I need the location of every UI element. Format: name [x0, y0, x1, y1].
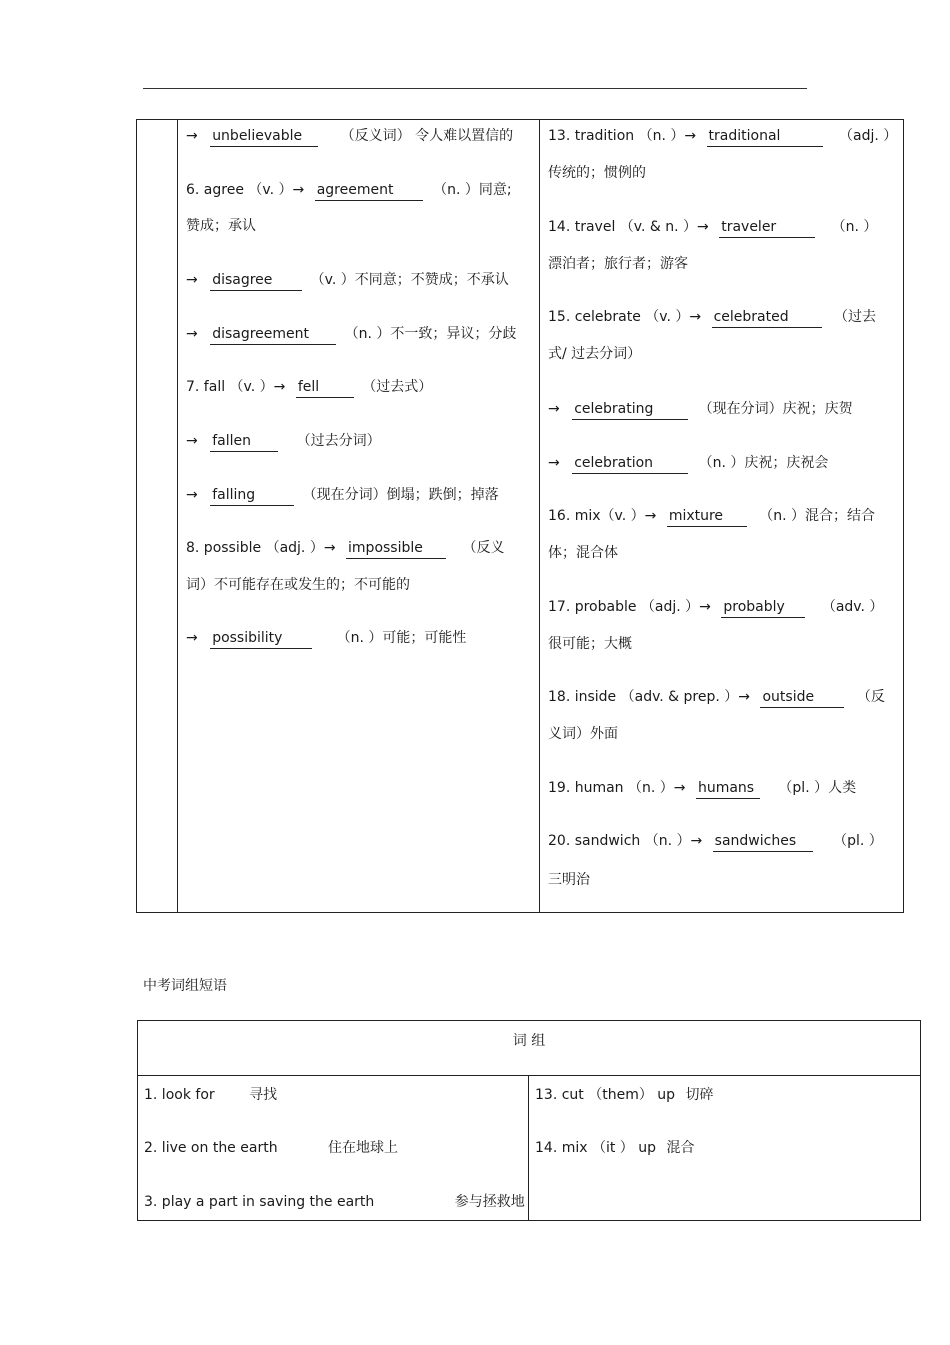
entry-line	[186, 485, 499, 505]
entry-prefix: 漂泊者；旅行者；游客	[548, 256, 688, 272]
entry-suffix: （n. ）可能；可能性	[336, 630, 467, 646]
entry-line	[548, 163, 646, 183]
answer-blank: unbelievable	[210, 127, 318, 147]
entry-line	[186, 270, 509, 290]
phrase-text: 3. play a part in saving the earth	[144, 1194, 375, 1210]
entry-suffix: （现在分词）庆祝；庆贺	[698, 401, 853, 417]
phrase-meaning: 混合	[666, 1140, 695, 1156]
entry-suffix: （adv. ）	[821, 599, 884, 615]
phrase-right-column	[529, 1076, 920, 1220]
entry-line	[548, 543, 618, 563]
answer-blank: possibility	[210, 629, 312, 649]
entry-suffix: （反义词） 令人难以置信的	[340, 128, 514, 144]
entry-line	[548, 506, 875, 526]
phrase-meaning: 寻找	[249, 1087, 278, 1103]
entry-prefix: →	[186, 272, 198, 288]
entry-line	[186, 324, 516, 344]
answer-blank: celebrated	[712, 308, 822, 328]
entry-prefix: 赞成；承认	[186, 218, 256, 234]
answer-blank: fell	[296, 378, 354, 398]
answer-blank: sandwiches	[713, 832, 813, 852]
entry-line	[548, 687, 885, 707]
entry-suffix: （过去式）	[362, 379, 433, 395]
answer-blank: traveler	[719, 218, 815, 238]
entry-prefix: →	[186, 128, 198, 144]
answer-blank: mixture	[667, 507, 747, 527]
entry-line	[186, 575, 410, 595]
phrase-text: 1. look for	[144, 1087, 215, 1103]
entry-prefix: 8. possible （adj. ）→	[186, 540, 336, 556]
entry-line	[548, 724, 618, 744]
answer-blank: fallen	[210, 432, 278, 452]
answer-blank: impossible	[346, 539, 446, 559]
entry-suffix: （现在分词）倒塌；跌倒；掉落	[302, 487, 499, 503]
table-left-column	[178, 120, 540, 912]
entry-suffix: （n. ）庆祝；庆祝会	[698, 455, 829, 471]
phrase-text: 13. cut （them） up	[535, 1087, 676, 1103]
entry-suffix: （反义	[462, 540, 505, 556]
table-index-column	[137, 120, 178, 912]
entry-suffix: （过去分词）	[296, 433, 381, 449]
entry-line	[186, 216, 256, 236]
entry-suffix: （pl. ）人类	[778, 780, 857, 796]
entry-prefix: →	[186, 326, 198, 342]
entry-prefix: 三明治	[548, 872, 590, 888]
entry-prefix: 15. celebrate （v. ）→	[548, 309, 702, 325]
entry-line	[548, 399, 853, 419]
answer-blank: traditional	[707, 127, 823, 147]
phrase-row	[144, 1085, 277, 1105]
entry-line	[548, 254, 688, 274]
entry-line	[186, 431, 381, 451]
answer-blank: agreement	[315, 181, 423, 201]
entry-prefix: 义词）外面	[548, 726, 618, 742]
entry-prefix: 17. probable （adj. ）→	[548, 599, 711, 615]
entry-prefix: →	[186, 487, 198, 503]
entry-prefix: 16. mix（v. ）→	[548, 508, 657, 524]
phrase-meaning: 参与拯救地	[454, 1194, 525, 1210]
entry-line	[548, 307, 876, 327]
answer-blank: disagree	[210, 271, 302, 291]
entry-suffix: （反	[856, 689, 885, 705]
entry-line	[186, 377, 432, 397]
entry-prefix: 体；混合体	[548, 545, 618, 561]
entry-line	[548, 344, 641, 364]
entry-suffix: （n. ）同意;	[433, 182, 512, 198]
phrase-table	[137, 1020, 921, 1221]
entry-prefix: 7. fall （v. ）→	[186, 379, 286, 395]
phrase-meaning: 住在地球上	[328, 1140, 399, 1156]
entry-prefix: 式/ 过去分词）	[548, 346, 642, 362]
answer-blank: probably	[721, 598, 805, 618]
entry-line	[548, 634, 632, 654]
entry-suffix: （过去	[834, 309, 877, 325]
phrase-meaning: 切碎	[685, 1087, 714, 1103]
header-rule	[143, 88, 807, 89]
entry-line	[548, 831, 883, 851]
entry-line	[548, 778, 856, 798]
answer-blank: disagreement	[210, 325, 336, 345]
phrase-row	[535, 1138, 694, 1158]
entry-line	[548, 217, 877, 237]
entry-suffix: （n. ）	[831, 219, 878, 235]
entry-suffix: （pl. ）	[833, 833, 883, 849]
answer-blank: celebration	[572, 454, 688, 474]
section-title: 中考词组短语	[143, 978, 227, 994]
entry-prefix: →	[548, 455, 560, 471]
entry-prefix: 19. human （n. ）→	[548, 780, 686, 796]
table-right-column	[540, 120, 903, 912]
entry-line	[548, 453, 828, 473]
entry-suffix: （n. ）混合；结合	[759, 508, 876, 524]
phrase-text: 14. mix （it ） up	[535, 1140, 657, 1156]
entry-prefix: →	[186, 630, 198, 646]
vocabulary-table	[136, 119, 904, 913]
entry-line	[548, 870, 590, 890]
entry-prefix: →	[186, 433, 198, 449]
answer-blank: falling	[210, 486, 294, 506]
entry-suffix: （adj. ）	[839, 128, 898, 144]
entry-prefix: →	[548, 401, 560, 417]
entry-prefix: 14. travel （v. & n. ）→	[548, 219, 709, 235]
phrase-text: 2. live on the earth	[144, 1140, 278, 1156]
entry-prefix: 很可能；大概	[548, 636, 632, 652]
entry-prefix: 18. inside （adv. & prep. ）→	[548, 689, 751, 705]
entry-line	[186, 538, 504, 558]
phrase-left-column	[138, 1076, 529, 1220]
answer-blank: celebrating	[572, 400, 688, 420]
entry-prefix: 词）不可能存在或发生的；不可能的	[186, 577, 410, 593]
entry-line	[548, 126, 897, 146]
entry-suffix: （n. ）不一致；异议；分歧	[344, 326, 517, 342]
entry-prefix: 13. tradition （n. ）→	[548, 128, 697, 144]
answer-blank: outside	[760, 688, 844, 708]
phrase-row	[144, 1138, 398, 1158]
entry-prefix: 20. sandwich （n. ）→	[548, 833, 703, 849]
entry-prefix: 传统的；惯例的	[548, 165, 646, 181]
entry-line	[186, 628, 466, 648]
entry-line	[186, 126, 513, 146]
entry-suffix: （v. ）不同意；不赞成；不承认	[310, 272, 509, 288]
entry-prefix: 6. agree （v. ）→	[186, 182, 305, 198]
phrase-row	[535, 1085, 714, 1105]
answer-blank: humans	[696, 779, 760, 799]
entry-line	[186, 180, 512, 200]
phrase-table-header: 词 组	[138, 1021, 920, 1076]
phrase-row	[144, 1192, 525, 1212]
entry-line	[548, 597, 883, 617]
